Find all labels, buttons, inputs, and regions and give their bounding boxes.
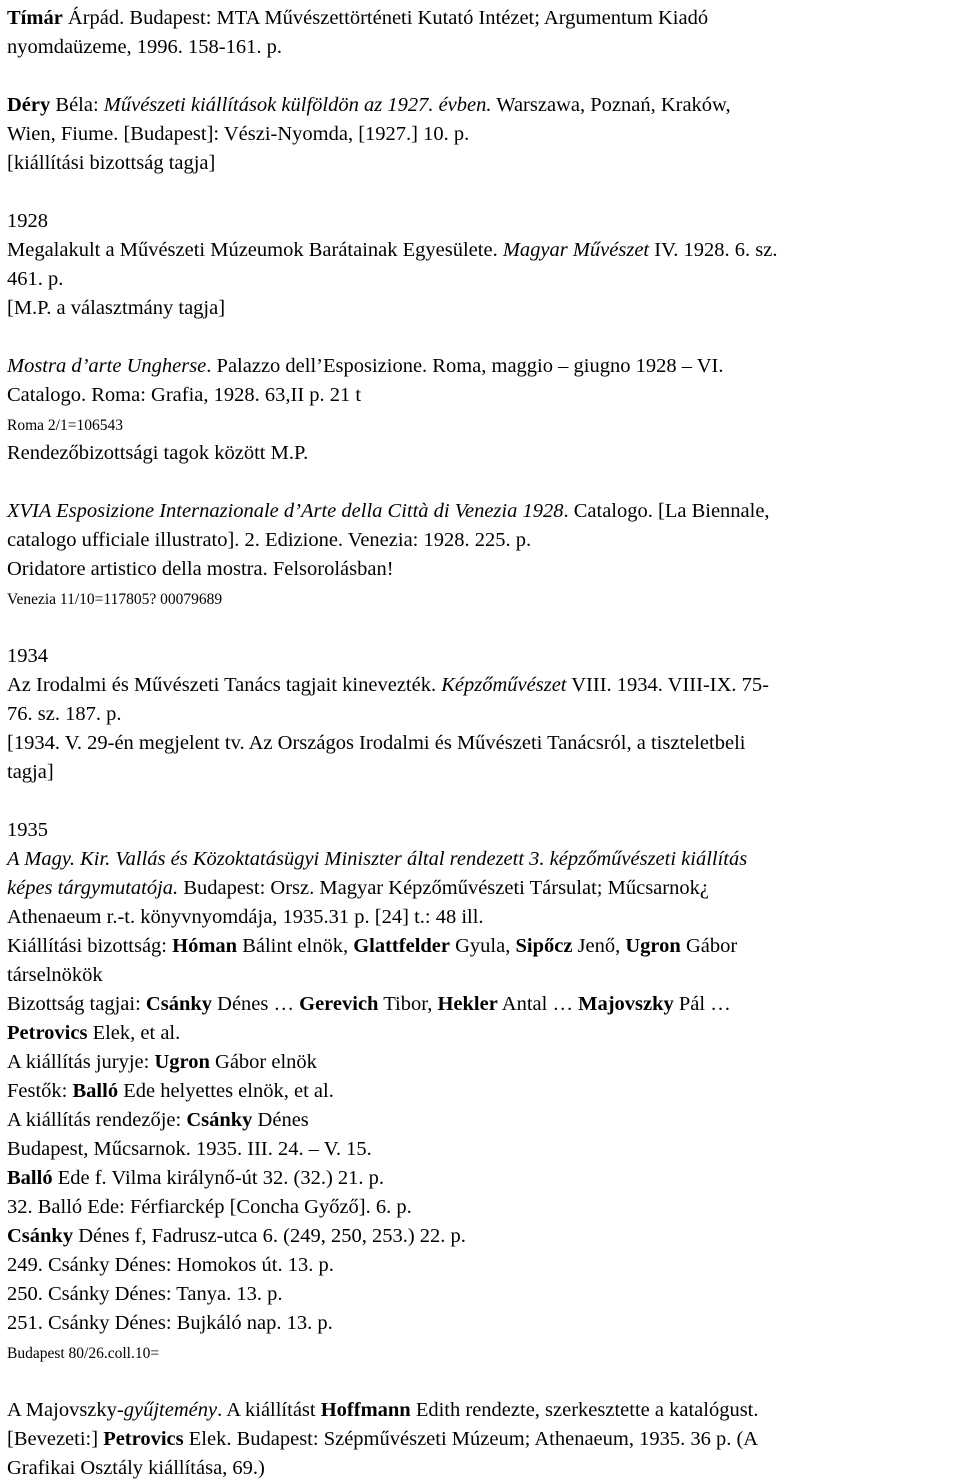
text-run: Ede helyettes elnök, et al. [118, 1080, 334, 1102]
text-run: 249. Csánky Dénes: Homokos út. 13. p. [7, 1254, 334, 1276]
text-run: Jenő, [572, 935, 626, 957]
text-line [7, 265, 937, 294]
blank-line [7, 323, 937, 352]
text-line [7, 990, 937, 1019]
blank-line [7, 468, 937, 497]
text-run: Catalogo. Roma: Grafia, 1928. 63,II p. 21 t [7, 384, 362, 406]
text-line [7, 497, 937, 526]
text-line [7, 1193, 937, 1222]
bold-name: Csánky [7, 1225, 74, 1247]
text-run: Wien, Fiume. [Budapest]: Vészi-Nyomda, [1927.] 10. p. [7, 123, 470, 145]
text-run: nyomdaüzeme, 1996. 158-161. p. [7, 36, 282, 58]
text-run: Budapest: Orsz. Magyar Képzőművészeti Társulat; Műcsarnok¿ [178, 877, 709, 899]
bold-name: Déry [7, 94, 51, 116]
text-line [7, 1338, 937, 1367]
text-line [7, 381, 937, 410]
text-line [7, 294, 937, 323]
bold-name: Majovszky [578, 993, 674, 1015]
text-run: A Majovszky- [7, 1399, 124, 1421]
text-line [7, 1164, 937, 1193]
bold-name: Balló [7, 1167, 53, 1189]
text-line [7, 352, 937, 381]
text-run: társelnökök [7, 964, 103, 986]
text-run: 1935 [7, 819, 48, 841]
text-line [7, 1106, 937, 1135]
bold-name: Glattfelder [353, 935, 450, 957]
italic-title: Képzőművészet [441, 674, 567, 696]
blank-line [7, 787, 937, 816]
bold-name: Gerevich [299, 993, 379, 1015]
text-run: Venezia 11/10=117805? 00079689 [7, 591, 223, 608]
text-run: 1928 [7, 210, 48, 232]
text-run: Rendezőbizottsági tagok között M.P. [7, 442, 309, 464]
bold-name: Sipőcz [515, 935, 573, 957]
bold-name: Hekler [437, 993, 498, 1015]
bold-name: Ugron [625, 935, 681, 957]
bold-name: Ugron [154, 1051, 210, 1073]
text-run: Budapest 80/26.coll.10= [7, 1345, 160, 1362]
text-run: Bizottság tagjai: [7, 993, 146, 1015]
text-run: . Catalogo. [La Biennale, [563, 500, 770, 522]
text-run: IV. 1928. 6. sz. [649, 239, 778, 261]
text-line [7, 700, 937, 729]
text-line [7, 1019, 937, 1048]
italic-title: Mostra d’arte Ungherse [7, 355, 207, 377]
text-run: Antal … [497, 993, 579, 1015]
italic-title: Magyar Művészet [502, 239, 650, 261]
italic-title: gyűjtemény [123, 1399, 218, 1421]
text-line [7, 758, 937, 787]
bold-name: Petrovics [7, 1022, 88, 1044]
text-line [7, 729, 937, 758]
text-run: Budapest, Műcsarnok. 1935. III. 24. – V. 15. [7, 1138, 372, 1160]
text-run: catalogo ufficiale illustrato]. 2. Edizione. Venezia: 1928. 225. p. [7, 529, 532, 551]
text-line [7, 1454, 937, 1483]
text-run: . Palazzo dell’Esposizione. Roma, maggio – giugno 1928 – VI. [206, 355, 724, 377]
text-run: 1934 [7, 645, 48, 667]
bold-name: Balló [72, 1080, 119, 1102]
text-run: Grafikai Osztály kiállítása, 69.) [7, 1457, 265, 1479]
text-run: Dénes … [212, 993, 300, 1015]
text-run: Oridatore artistico della mostra. Felsorolásban! [7, 558, 394, 580]
text-line [7, 1280, 937, 1309]
text-run: [M.P. a választmány tagja] [7, 297, 226, 319]
text-run: Athenaeum r.-t. könyvnyomdája, 1935.31 p. [24] t.: 48 ill. [7, 906, 484, 928]
text-run: A kiállítás juryje: [7, 1051, 155, 1073]
text-run: A kiállítás rendezője: [7, 1109, 187, 1131]
text-line [7, 1048, 937, 1077]
text-run: . A kiállítást [217, 1399, 321, 1421]
text-run: 251. Csánky Dénes: Bujkáló nap. 13. p. [7, 1312, 333, 1334]
text-line [7, 961, 937, 990]
text-line [7, 526, 937, 555]
text-run: Pál … [673, 993, 731, 1015]
text-line [7, 149, 937, 178]
text-line [7, 410, 937, 439]
bold-name: Petrovics [103, 1428, 184, 1450]
text-run: Warszawa, Poznań, Kraków, [491, 94, 731, 116]
text-run: Megalakult a Művészeti Múzeumok Barátainak Egyesülete. [7, 239, 503, 261]
text-line [7, 555, 937, 584]
text-run: Árpád. Budapest: MTA Művészettörténeti Kutató Intézet; Argumentum Kiadó [62, 7, 709, 29]
text-run: 461. p. [7, 268, 64, 290]
text-run: Kiállítási bizottság: [7, 935, 173, 957]
bold-name: Hoffmann [320, 1399, 411, 1421]
text-run: [kiállítási bizottság tagja] [7, 152, 216, 174]
text-line [7, 439, 937, 468]
text-run: Gábor elnök [209, 1051, 317, 1073]
text-run: 76. sz. 187. p. [7, 703, 122, 725]
text-run: Festők: [7, 1080, 73, 1102]
text-line [7, 1425, 937, 1454]
italic-title: Művészeti kiállítások külföldön az 1927. évben. [103, 94, 492, 116]
text-run: Roma 2/1=106543 [7, 417, 123, 434]
text-run: 250. Csánky Dénes: Tanya. 13. p. [7, 1283, 283, 1305]
text-line [7, 1309, 937, 1338]
text-line [7, 1251, 937, 1280]
italic-title: XVIA Esposizione Internazionale d’Arte della Città di Venezia 1928 [7, 500, 564, 522]
text-line [7, 874, 937, 903]
text-run: [1934. V. 29-én megjelent tv. Az Országos Irodalmi és Művészeti Tanácsról, a tiszteletbeli [7, 732, 746, 754]
text-run: 32. Balló Ede: Férfiarckép [Concha Győző]. 6. p. [7, 1196, 412, 1218]
text-line [7, 845, 937, 874]
text-line [7, 903, 937, 932]
text-run: Dénes [252, 1109, 309, 1131]
text-run: Elek. Budapest: Szépművészeti Múzeum; Athenaeum, 1935. 36 p. (A [183, 1428, 759, 1450]
text-run: Béla: [50, 94, 104, 116]
text-run: Tibor, [378, 993, 438, 1015]
bold-name: Tímár [7, 7, 63, 29]
text-run: Bálint elnök, [237, 935, 354, 957]
text-run: Az Irodalmi és Művészeti Tanács tagjait kinevezték. [7, 674, 442, 696]
bold-name: Csánky [186, 1109, 253, 1131]
text-run: VIII. 1934. VIII-IX. 75- [566, 674, 769, 696]
blank-line [7, 62, 937, 91]
italic-title: képes tárgymutatója. [7, 877, 179, 899]
text-line [7, 91, 937, 120]
text-line [7, 584, 937, 613]
text-line [7, 33, 937, 62]
text-run: tagja] [7, 761, 54, 783]
text-line [7, 120, 937, 149]
text-run: Gyula, [449, 935, 516, 957]
text-line [7, 1222, 937, 1251]
text-line [7, 642, 937, 671]
text-line [7, 207, 937, 236]
blank-line [7, 178, 937, 207]
blank-line [7, 1367, 937, 1396]
bold-name: Hóman [172, 935, 238, 957]
italic-title: A Magy. Kir. Vallás és Közoktatásügyi Miniszter által rendezett 3. képzőművészeti kiállítás [7, 848, 748, 870]
text-line [7, 236, 937, 265]
text-line [7, 1077, 937, 1106]
text-run: Edith rendezte, szerkesztette a katalógust. [410, 1399, 759, 1421]
text-line [7, 1135, 937, 1164]
text-run: [Bevezeti:] [7, 1428, 104, 1450]
text-line [7, 1396, 937, 1425]
text-run: Dénes f, Fadrusz-utca 6. (249, 250, 253.) 22. p. [73, 1225, 466, 1247]
blank-line [7, 613, 937, 642]
text-line [7, 816, 937, 845]
text-run: Gábor [680, 935, 738, 957]
text-line [7, 4, 937, 33]
text-run: Ede f. Vilma királynő-út 32. (32.) 21. p. [52, 1167, 385, 1189]
text-run: Elek, et al. [87, 1022, 181, 1044]
bold-name: Csánky [145, 993, 213, 1015]
text-line [7, 671, 937, 700]
text-line [7, 932, 937, 961]
